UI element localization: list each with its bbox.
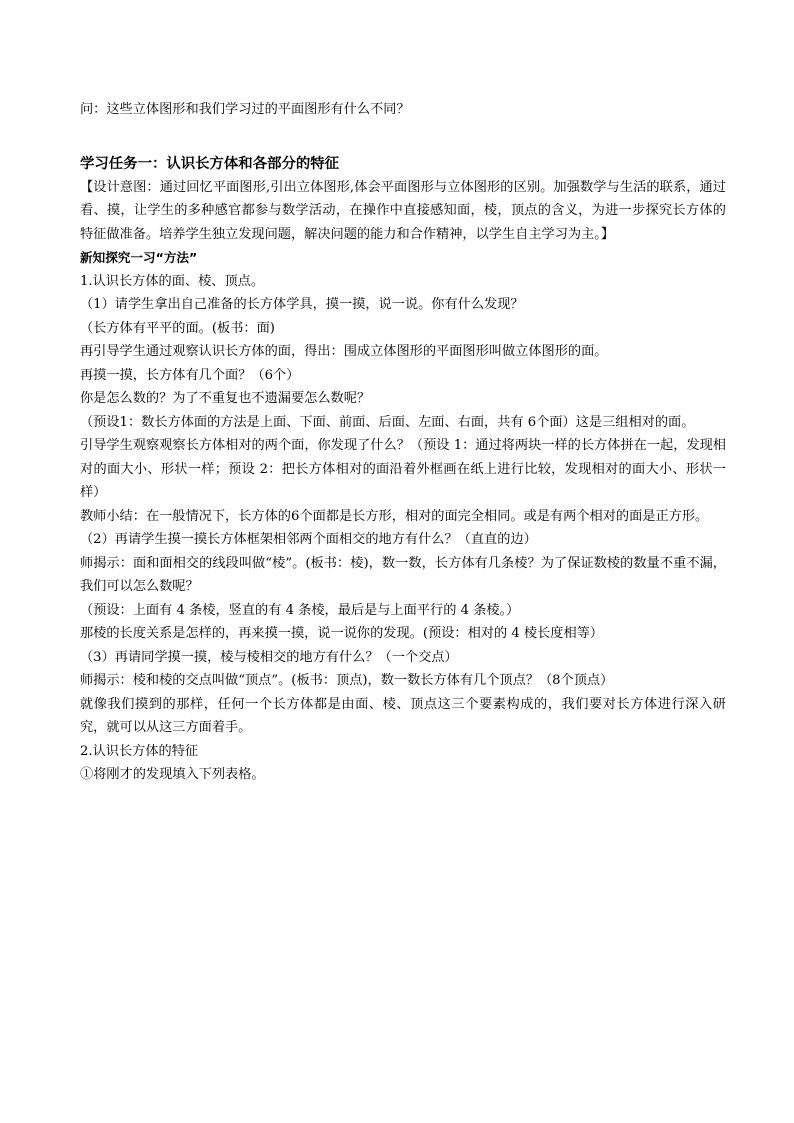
item1-title: 1.认识长方体的面、棱、顶点。: [80, 273, 265, 289]
fill-table-text: ①将刚才的发现填入下列表格。: [80, 767, 265, 782]
reveal-vertex-text: 师揭示：棱和棱的交点叫做“顶点”。(板书：顶点)，数一数长方体有几个顶点？（8个顶点）: [80, 673, 614, 688]
how-count-text: 你是怎么数的？为了不重复也不遗漏要怎么数呢？: [80, 391, 371, 406]
preset-edges-text: （预设：上面有 4 条棱，竖直的有 4 条棱，最后是与上面平行的 4 条棱。）: [80, 602, 520, 618]
guide-face-text: 再引导学生通过观察认识长方体的面，得出：围成立体图形的平面图形叫做立体图形的面。: [80, 344, 608, 359]
question-text: 问：这些立体图形和我们学习过的平面图形有什么不同？: [80, 102, 410, 117]
step1-answer: （长方体有平平的面。(板书：面): [80, 320, 275, 336]
step1-text: （1）请学生拿出自己准备的长方体学具，摸一摸，说一说。你有什么发现？: [80, 297, 524, 312]
design-intent-paragraph: 【设计意图：通过回忆平面图形,引出立体图形,体会平面图形与立体图形的区别。加强数学与生活的联系，通过看、摸，让学生的多种感官都参与数学活动，在操作中直接感知面，棱，顶点的含义，为进一步探究长方体的特征做准备。培养学生独立发现问题，解决问题的能力和合作精神，以学生自主学习为主。】: [80, 179, 726, 242]
item2-title: 2.认识长方体的特征: [80, 743, 199, 759]
reveal-edge-paragraph: 师揭示：面和面相交的线段叫做“棱”。(板书：棱)，数一数，长方体有几条棱？为了保证数棱的数量不重不漏，我们可以怎么数呢？: [80, 555, 726, 594]
document-body: [80, 98, 726, 787]
teacher-summary-paragraph: 教师小结：在一般情况下，长方体的6个面都是长方形，相对的面完全相同。或是有两个相对的面是正方形。: [80, 508, 709, 524]
spacer: [80, 122, 726, 152]
preset-faces-text: （预设1：数长方体面的方法是上面、下面、前面、后面、左面、右面，共有 6个面）这是三组相对的面。: [80, 414, 695, 430]
section-heading: 新知探究一习“方法”: [80, 250, 198, 265]
conclusion-paragraph: 就像我们摸到的那样，任何一个长方体都是由面、棱、顶点这三个要素构成的，我们要对长方体进行深入研究，就可以从这三方面着手。: [80, 696, 726, 735]
task-heading: 学习任务一：认识长方体和各部分的特征: [80, 155, 340, 172]
touch-again-text: 再摸一摸，长方体有几个面？（6个）: [80, 367, 300, 383]
step2-text: （2）再请学生摸一摸长方体框架相邻两个面相交的地方有什么？（直直的边）: [80, 532, 537, 547]
edge-length-text: 那棱的长度关系是怎样的，再来摸一摸，说一说你的发现。(预设：相对的 4 棱长度相等）: [80, 626, 604, 641]
observe-opposite-paragraph: 引导学生观察观察长方体相对的两个面，你发现了什么？（预设 1：通过将两块一样的长方体拼在一起，发现相对的面大小、形状一样；预设 2：把长方体相对的面沿着外框画在纸上进行比较，发现相对的面大小、形状一样）: [80, 438, 726, 500]
step3-text: （3）再请同学摸一摸，棱与棱相交的地方有什么？（一个交点）: [80, 649, 458, 665]
